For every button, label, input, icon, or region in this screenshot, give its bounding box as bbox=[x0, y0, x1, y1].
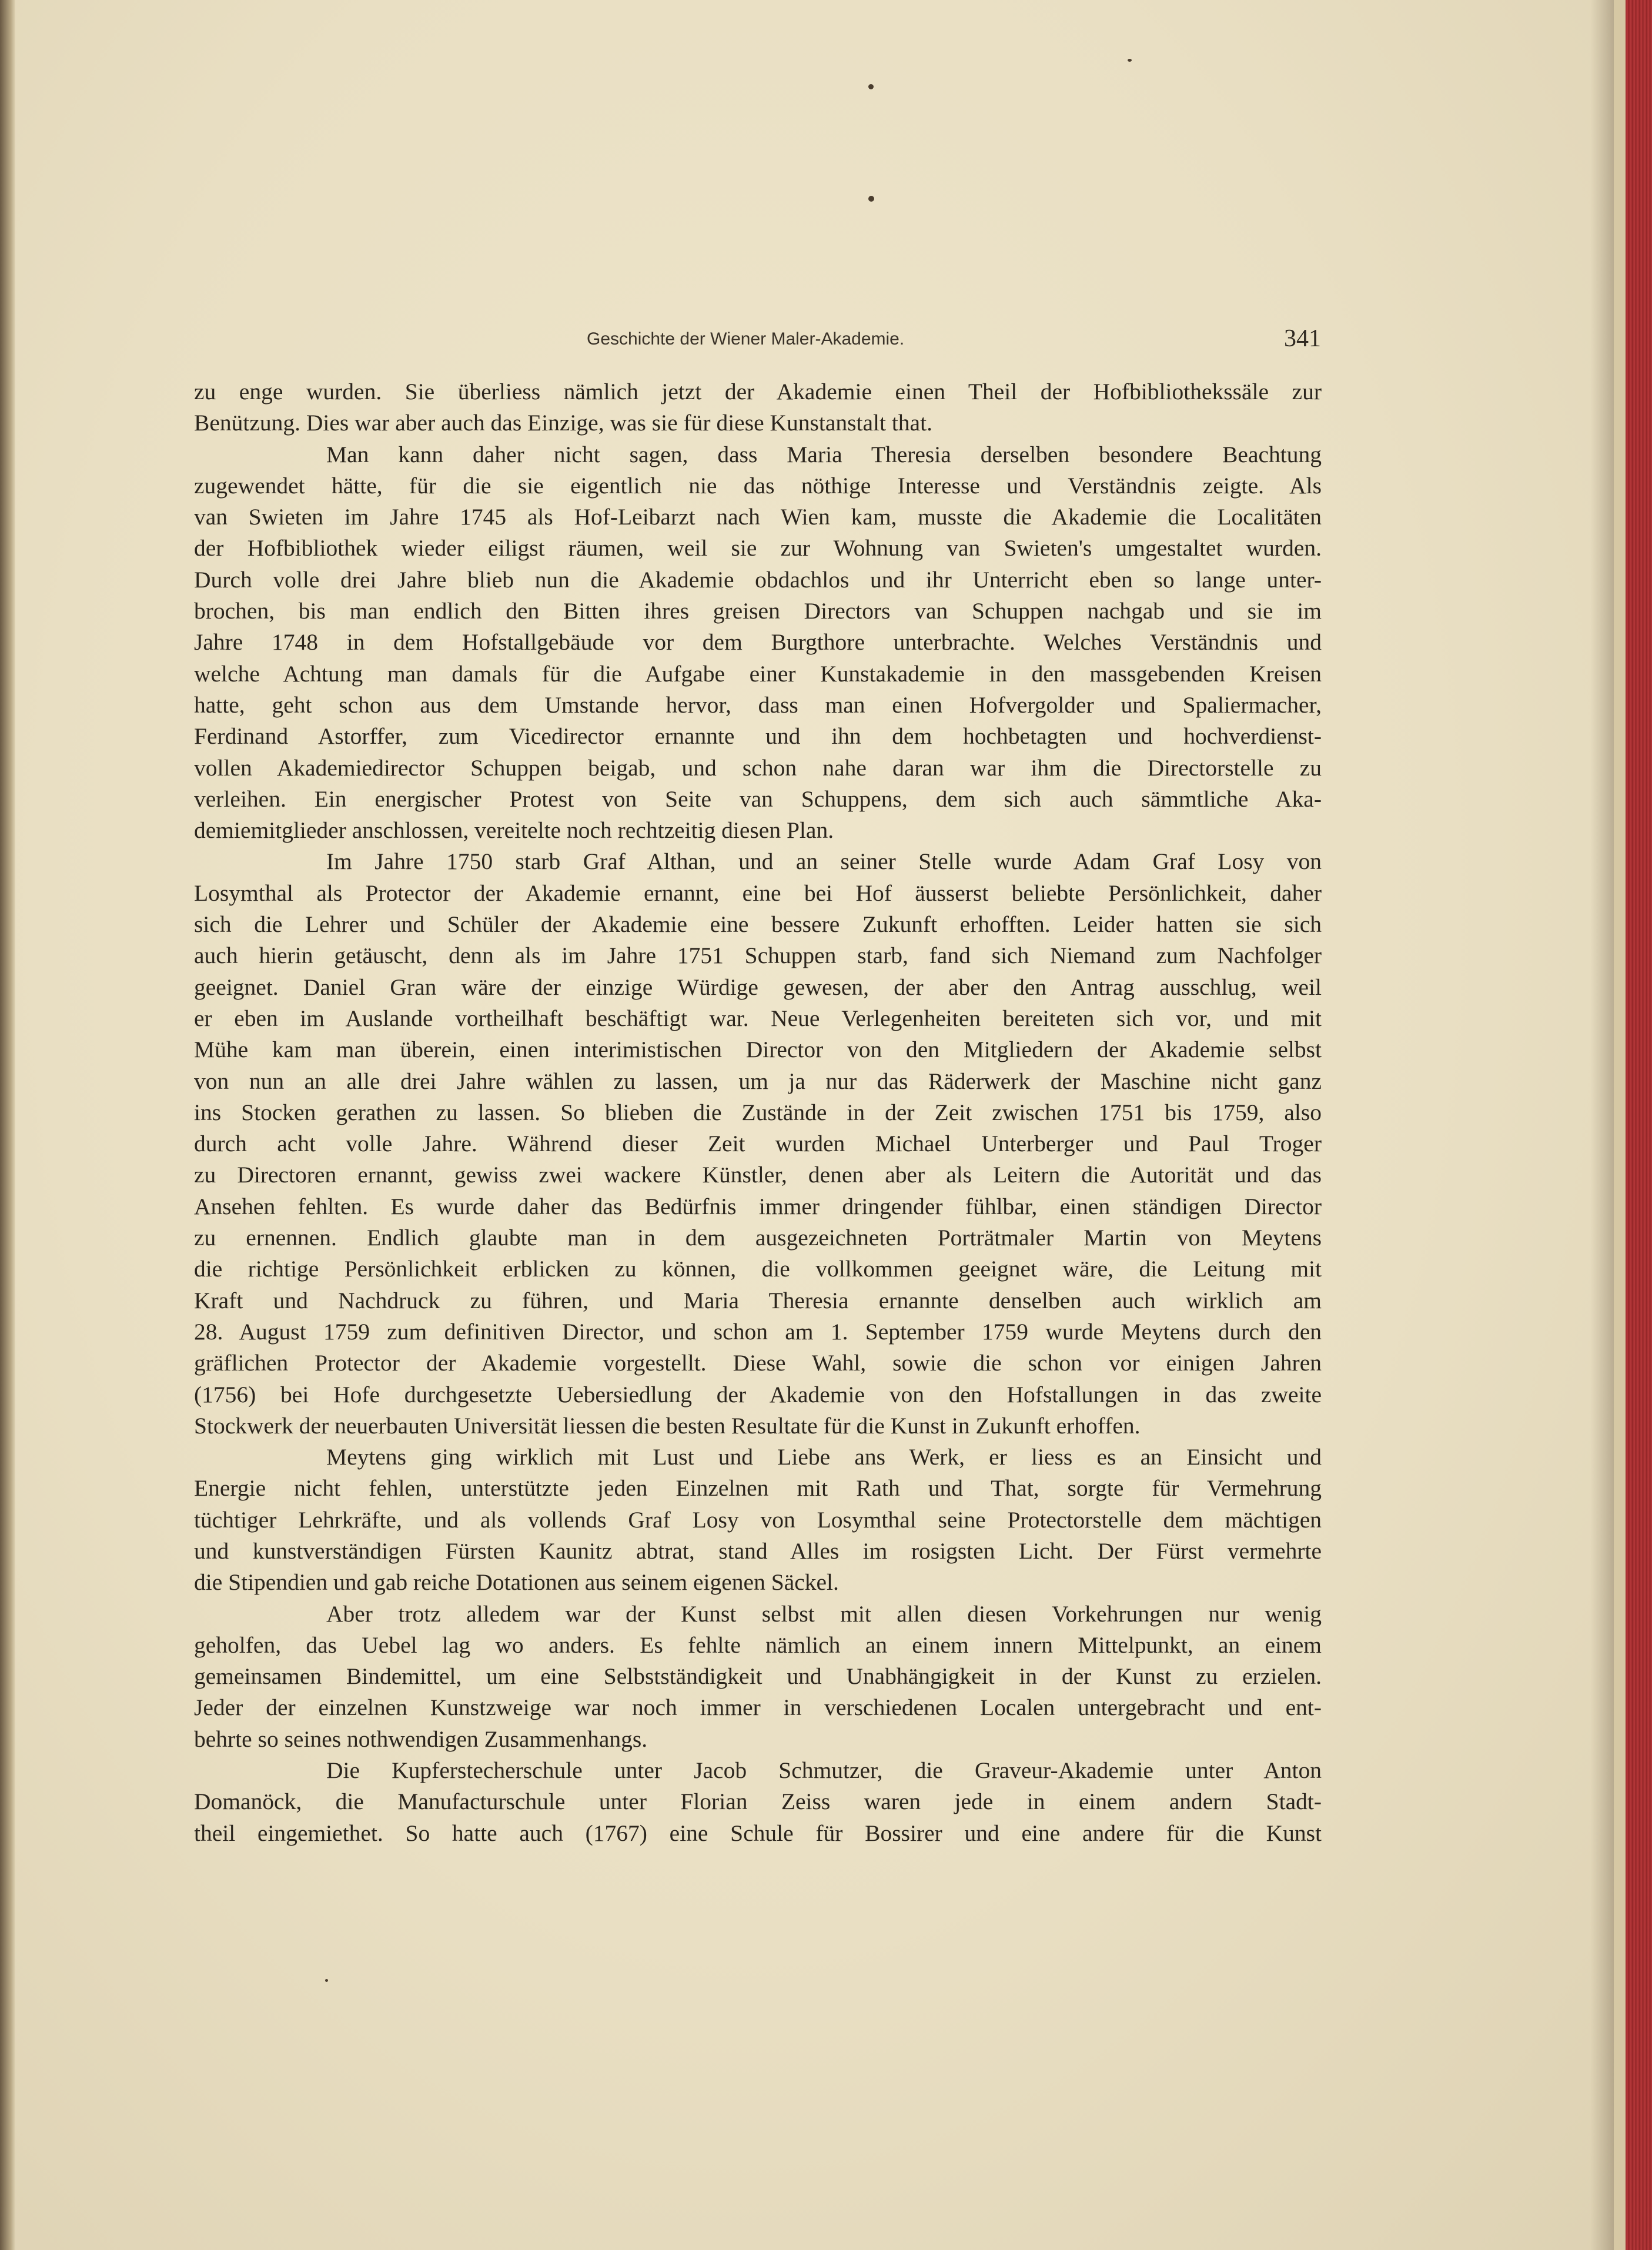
text-line: zu enge wurden. Sie überliess nämlich jetzt der Akademie einen Theil der Hofbibliothekssäle zur bbox=[194, 379, 1322, 404]
text-line: brochen, bis man endlich den Bitten ihres greisen Directors van Schuppen nachgab und sie im bbox=[194, 598, 1322, 624]
text-line: van Swieten im Jahre 1745 als Hof-Leibarzt nach Wien kam, musste die Akademie die Localitäten bbox=[194, 504, 1322, 530]
text-line: tüchtiger Lehrkräfte, und als vollends Graf Losy von Losymthal seine Protectorstelle dem mächtigen bbox=[194, 1506, 1322, 1533]
text-line: vollen Akademiedirector Schuppen beigab, und schon nahe daran war ihm die Directorstelle zu bbox=[194, 754, 1322, 781]
text-line: Die Kupferstecherschule unter Jacob Schmutzer, die Graveur-Akademie unter Anton bbox=[326, 1757, 1322, 1784]
text-line: behrte so seines nothwendigen Zusammenhangs. bbox=[194, 1726, 648, 1752]
text-line: demiemitglieder anschlossen, vereitelte noch rechtzeitig diesen Plan. bbox=[194, 817, 834, 844]
body-text bbox=[194, 376, 1322, 1849]
paper-speck bbox=[325, 1979, 328, 1982]
running-title: Geschichte der Wiener Maler-Akademie. bbox=[587, 329, 905, 349]
text-line: hatte, geht schon aus dem Umstande hervor, dass man einen Hofvergolder und Spaliermacher, bbox=[194, 691, 1322, 718]
text-line: zugewendet hätte, für die sie eigentlich nie das nöthige Interesse und Verständnis zeigte. Als bbox=[194, 472, 1322, 499]
page-header bbox=[191, 325, 1321, 366]
text-line: geholfen, das Uebel lag wo anders. Es fehlte nämlich an einem innern Mittelpunkt, an einem bbox=[194, 1631, 1322, 1658]
text-line: 28. August 1759 zum definitiven Director, und schon am 1. September 1759 wurde Meytens durch den bbox=[194, 1318, 1322, 1345]
text-line: die richtige Persönlichkeit erblicken zu können, die vollkommen geeignet wäre, die Leitung mit bbox=[194, 1256, 1322, 1282]
paper-speck bbox=[868, 84, 874, 89]
text-line: Meytens ging wirklich mit Lust und Liebe ans Werk, er liess es an Einsicht und bbox=[326, 1444, 1322, 1470]
text-line: geeignet. Daniel Gran wäre der einzige Würdige gewesen, der aber den Antrag ausschlug, weil bbox=[194, 974, 1322, 1000]
text-line: Mühe kam man überein, einen interimistischen Director von den Mitgliedern der Akademie selbst bbox=[194, 1037, 1322, 1063]
text-line: zu ernennen. Endlich glaubte man in dem ausgezeichneten Porträtmaler Martin von Meytens bbox=[194, 1225, 1322, 1251]
text-line: Kraft und Nachdruck zu führen, und Maria Theresia ernannte denselben auch wirklich am bbox=[194, 1287, 1322, 1313]
text-line: der Hofbibliothek wieder eiligst räumen, weil sie zur Wohnung van Swieten's umgestaltet wurden. bbox=[194, 535, 1322, 561]
text-line: welche Achtung man damals für die Aufgabe einer Kunstakademie in den massgebenden Kreisen bbox=[194, 660, 1322, 687]
text-line: Energie nicht fehlen, unterstützte jeden Einzelnen mit Rath und That, sorgte für Vermehrung bbox=[194, 1475, 1322, 1502]
text-line: er eben im Auslande vortheilhaft beschäftigt war. Neue Verlegenheiten bereiteten sich vor, und mit bbox=[194, 1005, 1322, 1031]
text-line: Jeder der einzelnen Kunstzweige war noch immer in verschiedenen Localen untergebracht und ent- bbox=[194, 1694, 1322, 1721]
text-line: und kunstverständigen Fürsten Kaunitz abtrat, stand Alles im rosigsten Licht. Der Fürst vermehrte bbox=[194, 1537, 1322, 1564]
paper-speck bbox=[868, 196, 874, 202]
text-line: Ansehen fehlten. Es wurde daher das Bedürfnis immer dringender fühlbar, einen ständigen Director bbox=[194, 1193, 1322, 1219]
text-line: durch acht volle Jahre. Während dieser Zeit wurden Michael Unterberger und Paul Troger bbox=[194, 1131, 1322, 1157]
page-number: 341 bbox=[1284, 325, 1321, 352]
text-line: Aber trotz alledem war der Kunst selbst mit allen diesen Vorkehrungen nur wenig bbox=[326, 1600, 1322, 1627]
text-line: Stockwerk der neuerbauten Universität liessen die besten Resultate für die Kunst in Zukunft erhoffen. bbox=[194, 1412, 1141, 1439]
text-line: (1756) bei Hofe durchgesetzte Uebersiedlung der Akademie von den Hofstallungen in das zweite bbox=[194, 1381, 1322, 1407]
text-line: die Stipendien und gab reiche Dotationen aus seinem eigenen Säckel. bbox=[194, 1569, 839, 1596]
page-edge-shadow bbox=[1590, 0, 1614, 2250]
text-line: Man kann daher nicht sagen, dass Maria Theresia derselben besondere Beachtung bbox=[326, 441, 1322, 467]
text-line: zu Directoren ernannt, gewiss zwei wackere Künstler, denen aber als Leitern die Autorität und das bbox=[194, 1162, 1322, 1188]
text-line: Durch volle drei Jahre blieb nun die Akademie obdachlos und ihr Unterricht eben so lange unter- bbox=[194, 566, 1322, 593]
text-line: Im Jahre 1750 starb Graf Althan, und an seiner Stelle wurde Adam Graf Losy von bbox=[326, 848, 1322, 875]
text-line: von nun an alle drei Jahre wählen zu lassen, um ja nur das Räderwerk der Maschine nicht ganz bbox=[194, 1068, 1322, 1094]
text-line: gemeinsamen Bindemittel, um eine Selbstständigkeit und Unabhängigkeit in der Kunst zu erzielen. bbox=[194, 1663, 1322, 1690]
text-line: Ferdinand Astorffer, zum Vicedirector ernannte und ihn dem hochbetagten und hochverdienst- bbox=[194, 723, 1322, 750]
text-line: Benützung. Dies war aber auch das Einzige, was sie für diese Kunstanstalt that. bbox=[194, 410, 932, 436]
text-line: ins Stocken gerathen zu lassen. So blieben die Zustände in der Zeit zwischen 1751 bis 1759, also bbox=[194, 1099, 1322, 1125]
text-line: sich die Lehrer und Schüler der Akademie eine bessere Zukunft erhofften. Leider hatten sie sich bbox=[194, 911, 1322, 938]
text-line: verleihen. Ein energischer Protest von Seite van Schuppens, dem sich auch sämmtliche Aka- bbox=[194, 785, 1322, 812]
page-edge bbox=[1614, 0, 1626, 2250]
text-line: Domanöck, die Manufacturschule unter Florian Zeiss waren jede in einem andern Stadt- bbox=[194, 1788, 1322, 1815]
text-line: gräflichen Protector der Akademie vorgestellt. Diese Wahl, sowie die schon vor einigen Jahren bbox=[194, 1350, 1322, 1376]
text-line: theil eingemiethet. So hatte auch (1767) eine Schule für Bossirer und eine andere für die Kunst bbox=[194, 1820, 1322, 1846]
text-line: Jahre 1748 in dem Hofstallgebäude vor dem Burgthore unterbrachte. Welches Verständnis und bbox=[194, 629, 1322, 656]
red-page-edges bbox=[1626, 0, 1652, 2250]
paper-speck bbox=[1128, 59, 1132, 62]
text-line: Losymthal als Protector der Akademie ernannt, eine bei Hof äusserst beliebte Persönlichkeit, daher bbox=[194, 880, 1322, 906]
text-line: auch hierin getäuscht, denn als im Jahre 1751 Schuppen starb, fand sich Niemand zum Nachfolger bbox=[194, 942, 1322, 969]
book-gutter bbox=[0, 0, 15, 2250]
